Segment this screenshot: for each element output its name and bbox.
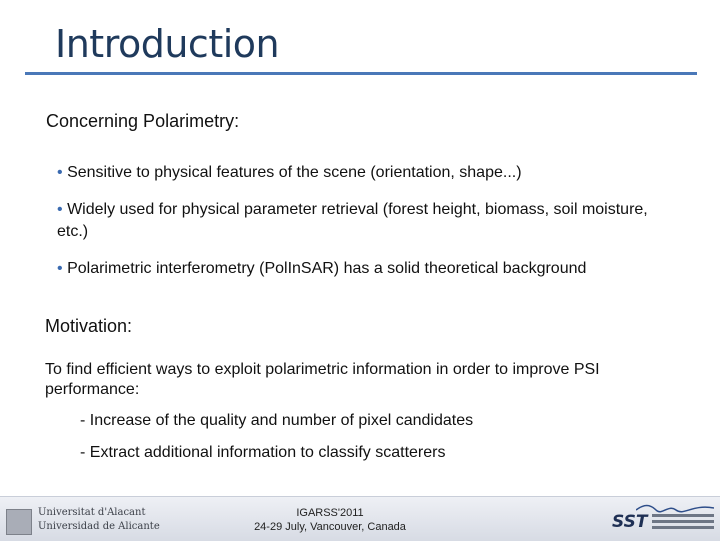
bullet-item (57, 199, 677, 243)
university-name-spanish: Universidad de Alicante (38, 521, 160, 532)
sst-logo (612, 502, 716, 538)
motivation-paragraph: To find efficient ways to exploit polarimetric information in order to improve PSI performance: (45, 361, 600, 398)
conference-details: 24-29 July, Vancouver, Canada (254, 521, 406, 533)
title-underline (25, 72, 697, 75)
sst-logo-text: SST (612, 512, 648, 532)
bullet-text: Sensitive to physical features of the scene (orientation, shape...) (67, 164, 522, 181)
conference-name: IGARSS'2011 (296, 507, 364, 519)
university-name-valencian: Universitat d'Alacant (38, 507, 146, 518)
bullet-dot-icon: • (57, 260, 63, 277)
bullet-text: Widely used for physical parameter retrieval (forest height, biomass, soil moisture, etc.) (57, 201, 648, 240)
sst-logo-tagline (652, 514, 714, 532)
signal-wave-icon (636, 502, 714, 514)
bullet-dot-icon: • (57, 201, 63, 218)
section-heading-polarimetry: Concerning Polarimetry: (46, 111, 240, 131)
bullet-item (57, 162, 677, 184)
section-heading-motivation: Motivation: (45, 316, 133, 336)
bullet-item (57, 258, 677, 280)
university-logo (6, 505, 181, 537)
motivation-item: - Extract additional information to classify scatterers (80, 444, 446, 461)
slide-title: Introduction (55, 22, 280, 66)
bullet-text: Polarimetric interferometry (PolInSAR) has a solid theoretical background (67, 260, 587, 277)
bullet-dot-icon: • (57, 164, 63, 181)
motivation-item: - Increase of the quality and number of pixel candidates (80, 412, 474, 429)
university-crest-icon (6, 509, 32, 535)
